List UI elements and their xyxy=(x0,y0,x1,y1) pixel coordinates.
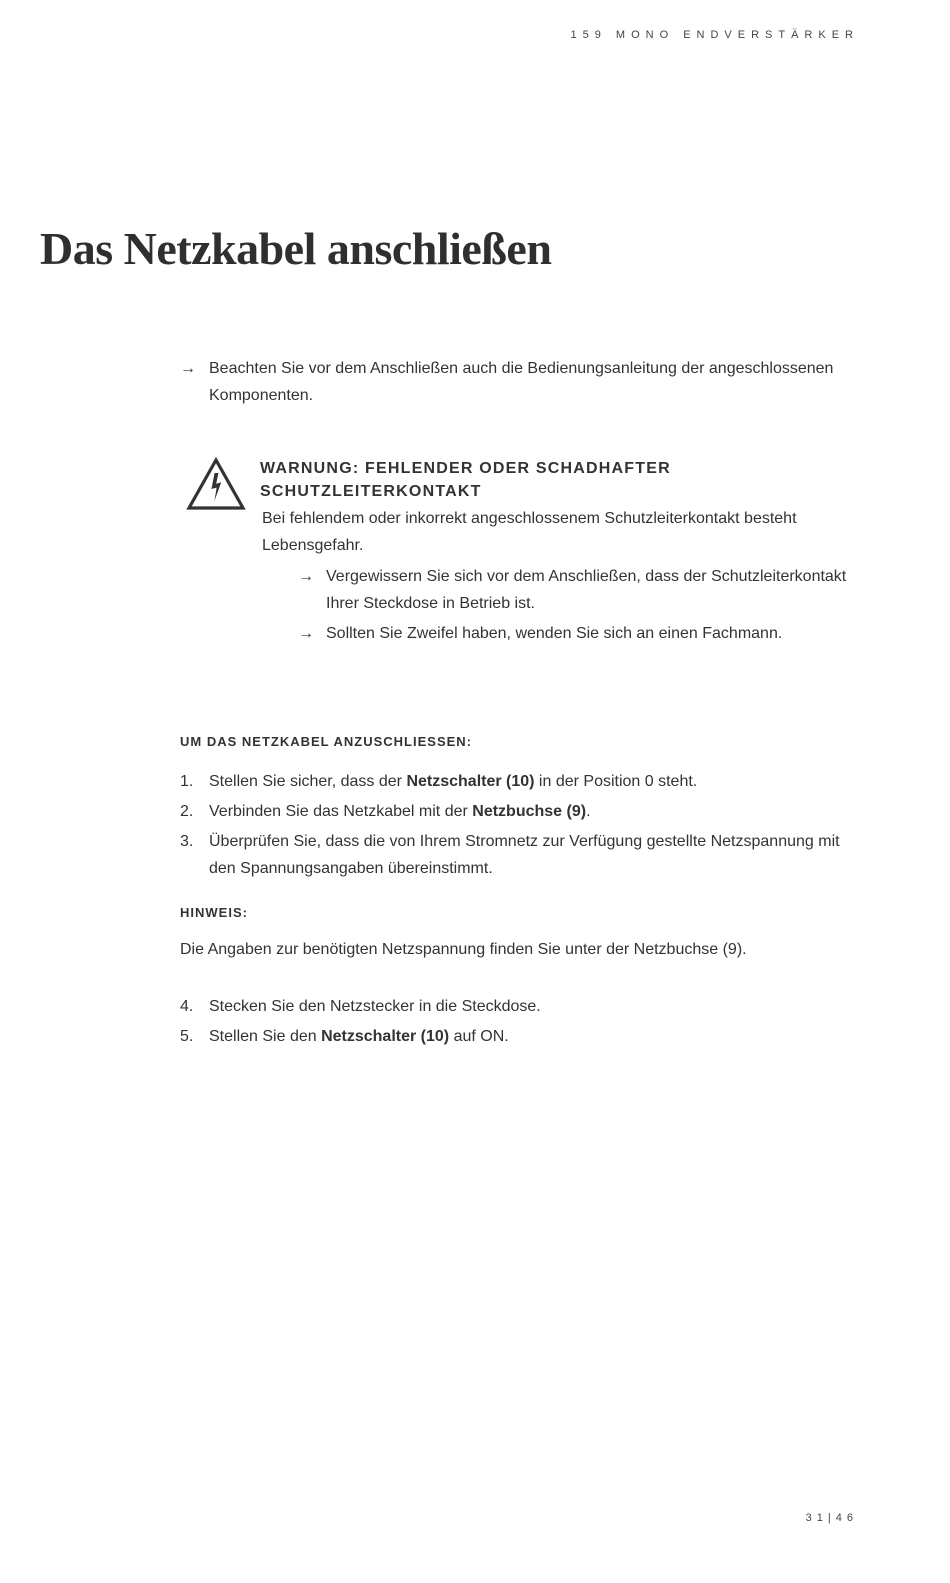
note-label: HINWEIS: xyxy=(180,905,248,920)
warning-body: Bei fehlendem oder inkorrekt angeschlossenem Schutzleiterkontakt besteht Lebensgefahr. xyxy=(262,510,797,554)
procedure-steps-continued xyxy=(180,993,860,1050)
warning-step-text: Sollten Sie Zweifel haben, wenden Sie sich an einen Fachmann. xyxy=(326,625,783,642)
page-title: Das Netzkabel anschließen xyxy=(40,223,552,274)
step-number: 2. xyxy=(180,803,194,820)
step-text: Stellen Sie sicher, dass der xyxy=(209,773,407,790)
procedure-step xyxy=(180,768,860,795)
procedure-step xyxy=(180,798,860,825)
warning-steps xyxy=(260,563,860,647)
step-number: 5. xyxy=(180,1028,194,1045)
procedure-step xyxy=(180,993,860,1020)
step-number: 1. xyxy=(180,773,194,790)
arrow-right-icon: → xyxy=(298,625,314,642)
arrow-right-icon: → xyxy=(180,360,196,377)
note-text: Die Angaben zur benötigten Netzspannung finden Sie unter der Netzbuchse (9). xyxy=(180,941,747,958)
step-text: auf ON. xyxy=(449,1028,509,1045)
step-text: Stellen Sie den xyxy=(209,1028,322,1045)
warning-step xyxy=(298,620,860,647)
page-content xyxy=(180,355,860,1053)
step-text-bold: Netzbuchse (9) xyxy=(472,803,587,820)
step-text: in der Position 0 steht. xyxy=(534,773,698,790)
procedure-steps xyxy=(180,768,860,882)
step-text: Stecken Sie den Netzstecker in die Steckdose. xyxy=(209,998,541,1015)
intro-text: Beachten Sie vor dem Anschließen auch die Bedienungsanleitung der angeschlossenen Komponenten. xyxy=(209,360,834,404)
page-number: 31|46 xyxy=(805,1512,858,1524)
high-voltage-warning-icon xyxy=(186,457,246,511)
warning-title: WARNUNG: FEHLENDER ODER SCHADHAFTER SCHUTZLEITERKONTAKT xyxy=(260,460,671,500)
step-text-bold: Netzschalter (10) xyxy=(321,1028,450,1045)
arrow-right-icon: → xyxy=(298,568,314,585)
step-number: 4. xyxy=(180,998,194,1015)
procedure-step xyxy=(180,1023,860,1050)
step-number: 3. xyxy=(180,833,194,850)
warning-block xyxy=(180,457,860,647)
warning-step-text: Vergewissern Sie sich vor dem Anschließen, dass der Schutzleiterkontakt Ihrer Steckdose in Betrieb ist. xyxy=(326,568,847,612)
step-text: Verbinden Sie das Netzkabel mit der xyxy=(209,803,473,820)
step-text: Überprüfen Sie, dass die von Ihrem Stromnetz zur Verfügung gestellte Netzspannung mit den Spannungsangaben übereinstimmt. xyxy=(209,833,840,877)
procedure-label: UM DAS NETZKABEL ANZUSCHLIESSEN: xyxy=(180,734,473,749)
procedure-step xyxy=(180,828,860,882)
step-text: . xyxy=(586,803,591,820)
running-header: 159 MONO ENDVERSTÄRKER xyxy=(570,29,859,41)
warning-step xyxy=(298,563,860,617)
intro-note xyxy=(180,355,860,409)
step-text-bold: Netzschalter (10) xyxy=(406,773,535,790)
